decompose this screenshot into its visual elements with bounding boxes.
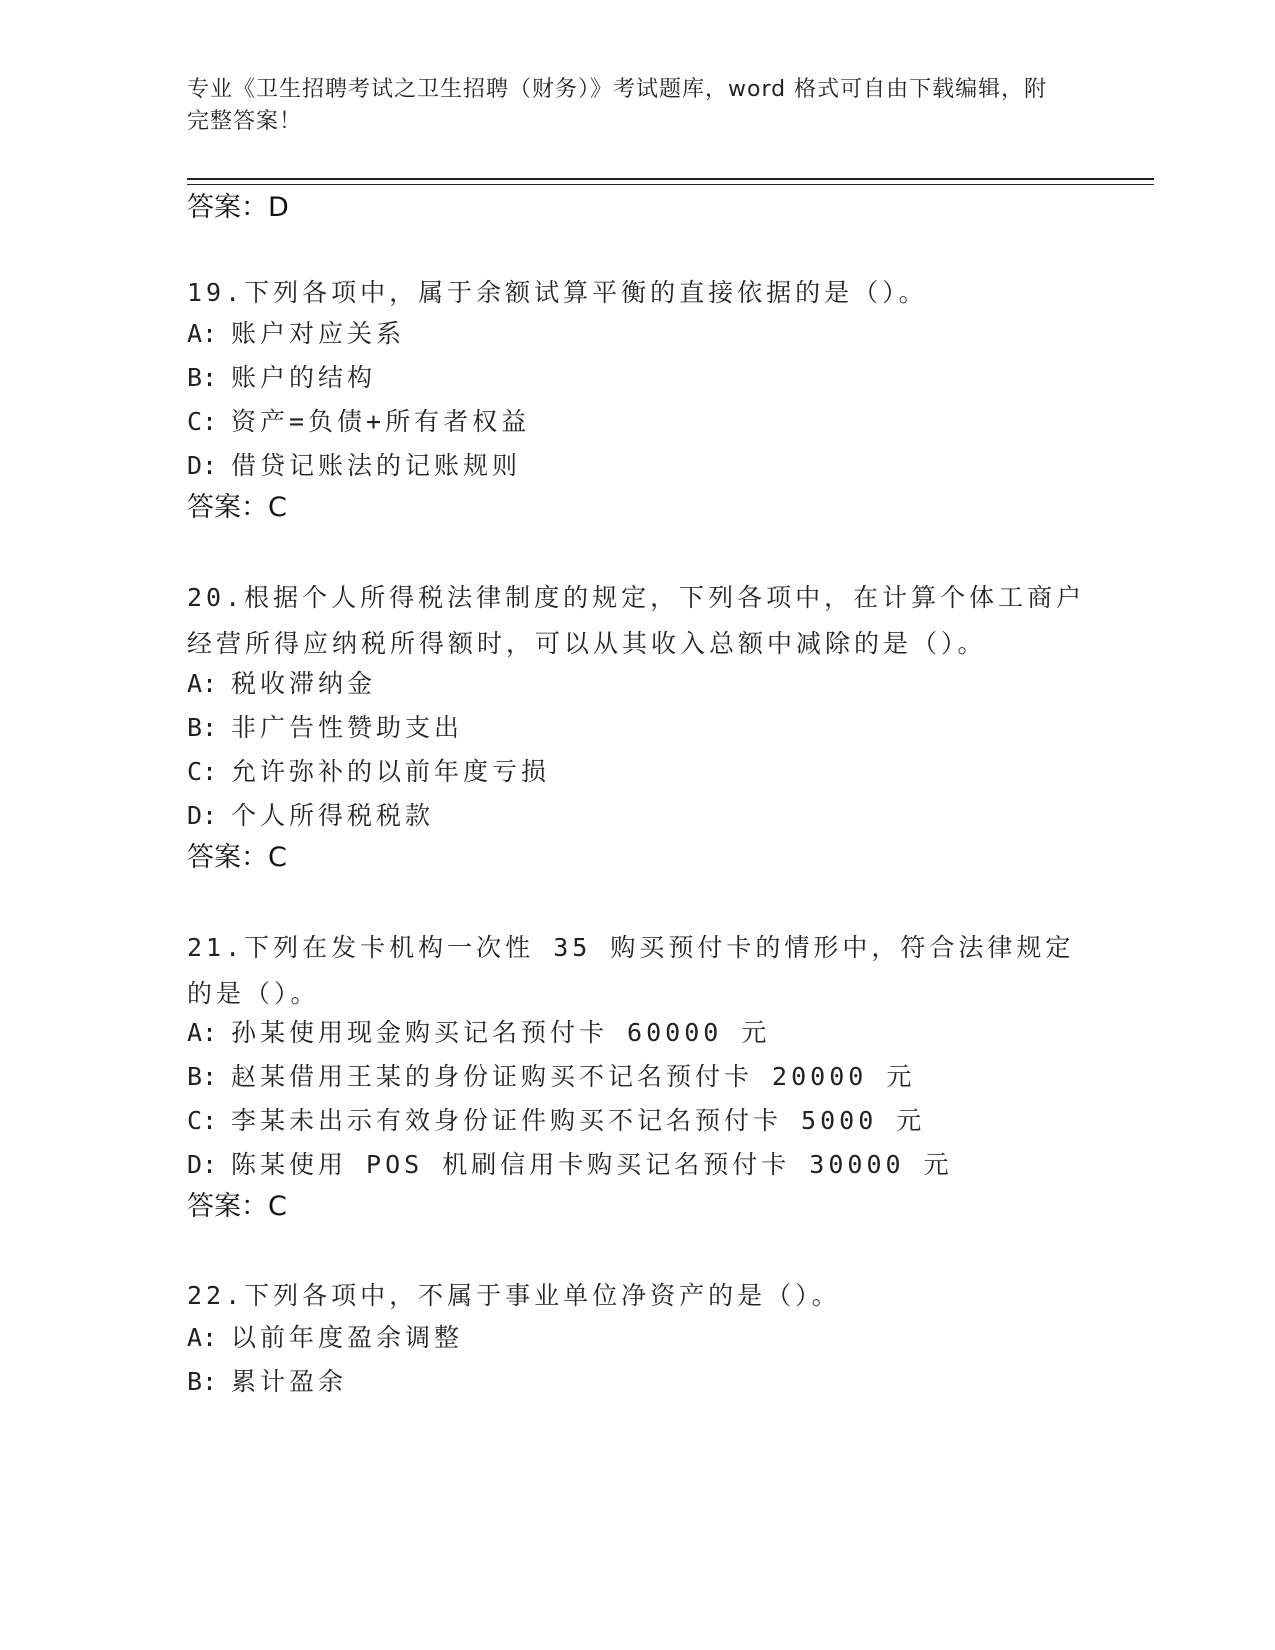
question-21-option-c <box>187 1103 925 1139</box>
option-label: A: <box>187 669 218 698</box>
option-label: B: <box>187 713 218 742</box>
question-19-option-a <box>187 316 405 352</box>
prev-answer: 答案：D <box>187 192 289 223</box>
option-text: 税收滞纳金 <box>231 669 377 698</box>
option-label: C: <box>187 1106 218 1135</box>
option-label: D: <box>187 451 218 480</box>
option-label: B: <box>187 363 218 392</box>
question-22-option-a <box>187 1320 463 1356</box>
question-21-option-b <box>187 1059 915 1095</box>
question-22-option-b <box>187 1364 347 1400</box>
question-19-stem: 19.下列各项中，属于余额试算平衡的直接依据的是（）。 <box>187 278 928 307</box>
option-text: 孙某使用现金购买记名预付卡 60000 元 <box>231 1018 771 1047</box>
option-label: A: <box>187 1323 218 1352</box>
option-label: D: <box>187 801 218 830</box>
question-20-option-c <box>187 754 550 790</box>
option-label: C: <box>187 757 218 786</box>
question-19-option-c <box>187 404 530 440</box>
question-20-stem: 20.根据个人所得税法律制度的规定，下列各项中，在计算个体工商户经营所得应纳税所得额时，可以从其收入总额中减除的是（）。 <box>187 583 1086 658</box>
option-text: 非广告性赞助支出 <box>231 713 464 742</box>
question-20-answer: 答案：C <box>187 842 287 873</box>
document-header: 专业《卫生招聘考试之卫生招聘（财务）》考试题库，word 格式可自由下载编辑，附完整答案！ <box>187 77 1048 134</box>
option-label: C: <box>187 407 218 436</box>
option-label: A: <box>187 319 218 348</box>
question-19-option-b <box>187 360 376 396</box>
question-19-answer: 答案：C <box>187 492 287 523</box>
option-text: 个人所得税税款 <box>231 801 435 830</box>
option-text: 赵某借用王某的身份证购买不记名预付卡 20000 元 <box>231 1062 916 1091</box>
question-19-option-d <box>187 448 521 484</box>
option-label: A: <box>187 1018 218 1047</box>
option-label: D: <box>187 1150 218 1179</box>
option-label: B: <box>187 1062 218 1091</box>
option-text: 账户的结构 <box>231 363 377 392</box>
question-20-option-d <box>187 798 434 834</box>
header-rule-thin <box>187 184 1154 185</box>
question-21-stem: 21.下列在发卡机构一次性 35 购买预付卡的情形中，符合法律规定的是（）。 <box>187 933 1075 1008</box>
option-text: 账户对应关系 <box>231 319 406 348</box>
option-text: 李某未出示有效身份证件购买不记名预付卡 5000 元 <box>231 1106 926 1135</box>
option-text: 允许弥补的以前年度亏损 <box>231 757 551 786</box>
question-20-option-b <box>187 710 463 746</box>
question-21-option-a <box>187 1015 770 1051</box>
option-label: B: <box>187 1367 218 1396</box>
question-21-option-d <box>187 1147 953 1183</box>
option-text: 资产=负债+所有者权益 <box>231 407 531 436</box>
header-rule-thick <box>187 178 1154 180</box>
question-20-option-a <box>187 666 376 702</box>
question-22-stem: 22.下列各项中，不属于事业单位净资产的是（）。 <box>187 1281 841 1310</box>
question-21-answer: 答案：C <box>187 1191 287 1222</box>
option-text: 累计盈余 <box>231 1367 348 1396</box>
option-text: 以前年度盈余调整 <box>231 1323 464 1352</box>
option-text: 陈某使用 POS 机刷信用卡购买记名预付卡 30000 元 <box>231 1150 953 1179</box>
option-text: 借贷记账法的记账规则 <box>231 451 522 480</box>
